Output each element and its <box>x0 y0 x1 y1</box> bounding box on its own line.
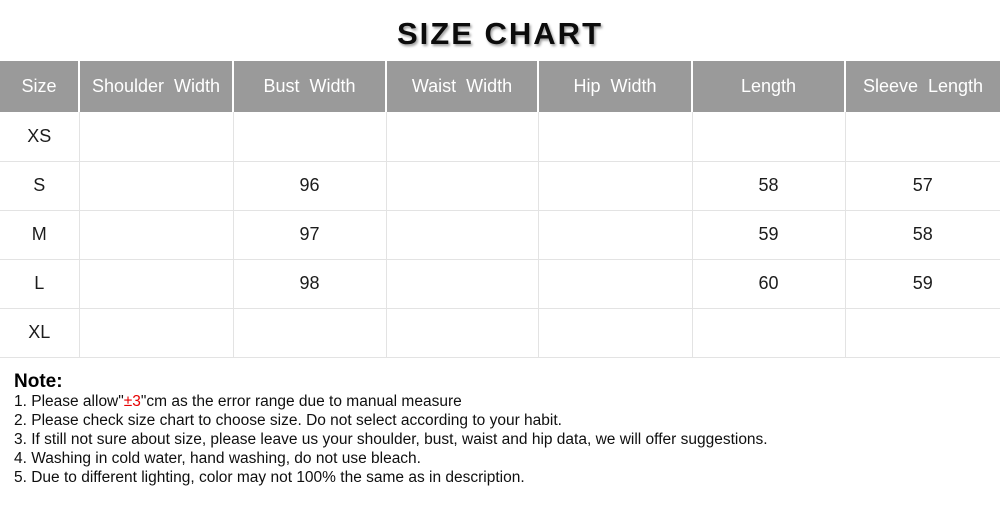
note-line-1-tolerance: ±3 <box>123 392 141 410</box>
length-value: 59 <box>692 210 845 259</box>
waist-value <box>386 112 538 161</box>
sleeve-value <box>845 308 1000 357</box>
sleeve-value: 59 <box>845 259 1000 308</box>
hip-value <box>538 210 692 259</box>
bust-value: 97 <box>233 210 386 259</box>
length-value <box>692 308 845 357</box>
shoulder-value <box>79 161 233 210</box>
hip-value <box>538 308 692 357</box>
shoulder-value <box>79 308 233 357</box>
sleeve-value <box>845 112 1000 161</box>
note-line-3: 3. If still not sure about size, please leave us your shoulder, bust, waist and hip data, we will offer suggestions. <box>14 430 768 448</box>
bust-value <box>233 308 386 357</box>
hip-value <box>538 259 692 308</box>
page-title: SIZE CHART <box>397 16 603 51</box>
bust-value: 96 <box>233 161 386 210</box>
length-value <box>692 112 845 161</box>
table-row-xl <box>0 308 1000 357</box>
note-line-5: 5. Due to different lighting, color may not 100% the same as in description. <box>14 468 525 486</box>
table-row-s <box>0 161 1000 210</box>
size-label: M <box>0 210 79 259</box>
size-label: L <box>0 259 79 308</box>
note-line-1-suffix: "cm as the error range due to manual measure <box>140 392 462 410</box>
waist-value <box>386 308 538 357</box>
note-section <box>14 371 1000 487</box>
column-header-sleeve-length: Sleeve Length <box>845 61 1000 112</box>
shoulder-value <box>79 259 233 308</box>
note-line-1-prefix: 1. Please allow" <box>14 392 124 410</box>
waist-value <box>386 161 538 210</box>
bust-value: 98 <box>233 259 386 308</box>
shoulder-value <box>79 112 233 161</box>
waist-value <box>386 259 538 308</box>
sleeve-value: 57 <box>845 161 1000 210</box>
table-row-xs <box>0 112 1000 161</box>
table-row-l <box>0 259 1000 308</box>
size-label: XL <box>0 308 79 357</box>
column-header-length: Length <box>692 61 845 112</box>
length-value: 58 <box>692 161 845 210</box>
note-heading: Note: <box>14 370 63 392</box>
column-header-shoulder-width: Shoulder Width <box>79 61 233 112</box>
column-header-size: Size <box>0 61 79 112</box>
size-label: XS <box>0 112 79 161</box>
size-label: S <box>0 161 79 210</box>
note-line-2: 2. Please check size chart to choose size. Do not select according to your habit. <box>14 411 562 429</box>
column-header-bust-width: Bust Width <box>233 61 386 112</box>
bust-value <box>233 112 386 161</box>
sleeve-value: 58 <box>845 210 1000 259</box>
column-header-hip-width: Hip Width <box>538 61 692 112</box>
shoulder-value <box>79 210 233 259</box>
table-header-row <box>0 61 1000 112</box>
hip-value <box>538 112 692 161</box>
note-line-4: 4. Washing in cold water, hand washing, do not use bleach. <box>14 449 421 467</box>
length-value: 60 <box>692 259 845 308</box>
table-row-m <box>0 210 1000 259</box>
size-chart-table <box>0 61 1000 358</box>
column-header-waist-width: Waist Width <box>386 61 538 112</box>
waist-value <box>386 210 538 259</box>
hip-value <box>538 161 692 210</box>
note-line-1 <box>14 392 1000 411</box>
